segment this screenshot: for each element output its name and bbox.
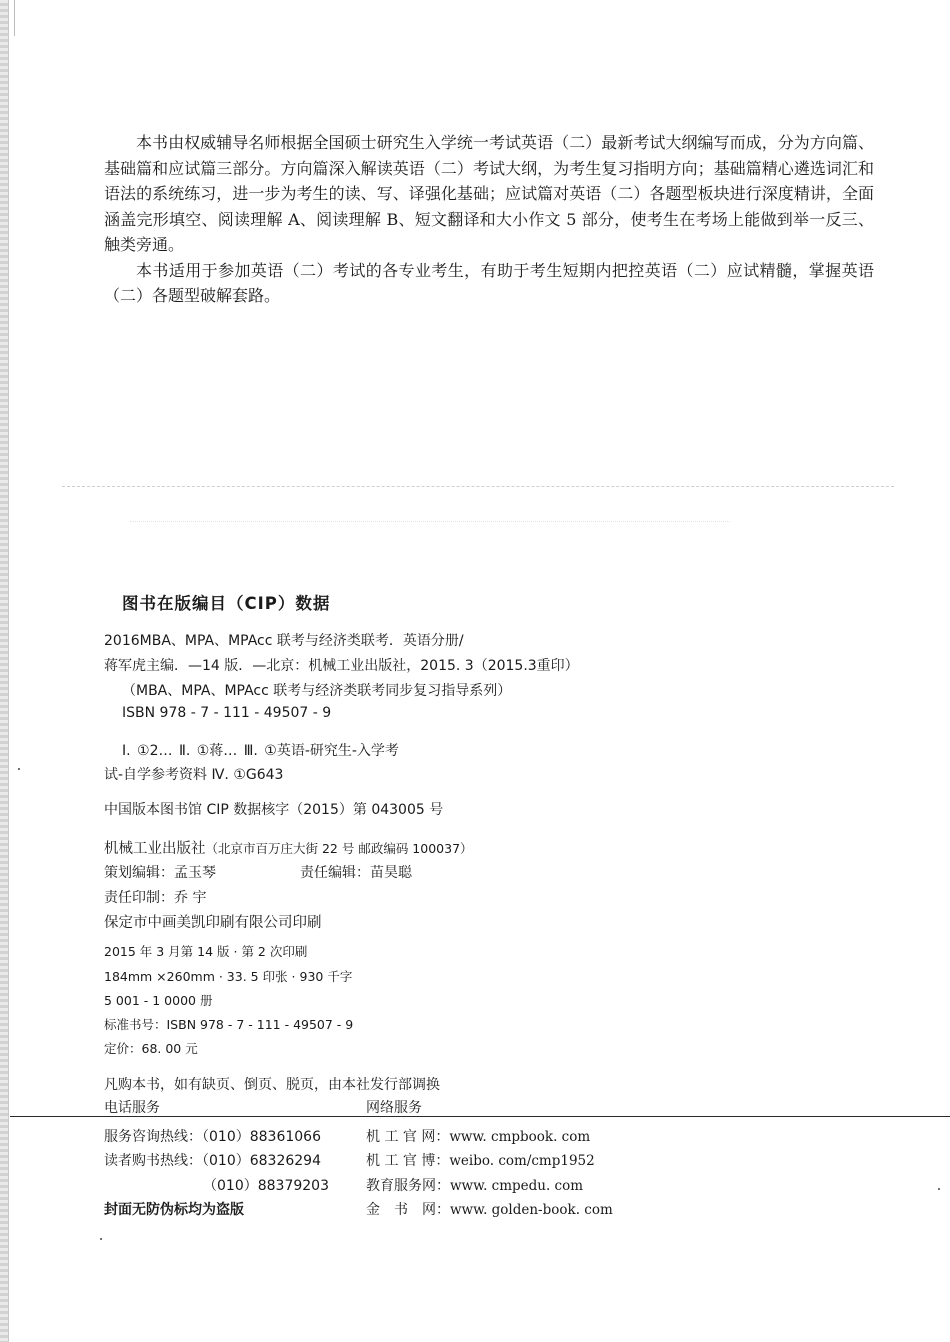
cip-classification-2: 试-自学参考资料 Ⅳ. ①G643: [104, 767, 284, 783]
cip-series-line: （MBA、MPA、MPAcc 联考与经济类联考同步复习指导系列）: [122, 683, 512, 699]
web-label: 金 书 网：: [366, 1202, 450, 1218]
web-row: [366, 1199, 613, 1219]
web-url: weibo. com/cmp1952: [449, 1153, 595, 1169]
standard-book-number: 标准书号：ISBN 978 - 7 - 111 - 49507 - 9: [104, 1017, 354, 1032]
publisher-line: [104, 837, 473, 858]
cip-title-line: 2016MBA、MPA、MPAcc 联考与经济类联考．英语分册/: [104, 633, 464, 649]
cip-classification-1: Ⅰ. ①2… Ⅱ. ①蒋… Ⅲ. ①英语-研究生-入学考: [122, 743, 399, 759]
web-row: [366, 1150, 595, 1170]
web-label: 机 工 官 网：: [366, 1129, 450, 1145]
phone-label: 服务咨询热线：: [104, 1129, 202, 1145]
phone-row: [104, 1126, 321, 1146]
scan-speck: [18, 768, 20, 770]
scan-speck: [100, 1238, 102, 1240]
responsible-editor: 责任编辑：苗昊聪: [300, 865, 412, 881]
scan-separator: [62, 486, 894, 487]
phone-number: （010）68326294: [202, 1153, 321, 1169]
web-label: 教育服务网：: [366, 1178, 450, 1194]
web-label: 机 工 官 博：: [366, 1153, 450, 1169]
scan-speck: [938, 1188, 940, 1190]
cip-editor-line: 蒋军虎主编．—14 版．—北京：机械工业出版社，2015. 3（2015.3重印）: [104, 658, 579, 674]
web-url: www. cmpedu. com: [450, 1178, 584, 1194]
price: 定价：68. 00 元: [104, 1041, 198, 1056]
planning-editor: 策划编辑：孟玉琴: [104, 865, 216, 881]
print-run: 5 001 - 1 0000 册: [104, 993, 213, 1008]
scan-mark: [14, 0, 15, 36]
book-introduction: [104, 130, 874, 309]
web-url: www. golden-book. com: [450, 1202, 613, 1218]
print-editor: 责任印制：乔 宇: [104, 890, 207, 906]
web-row: [366, 1175, 583, 1195]
phone-label: 读者购书热线：: [104, 1153, 202, 1169]
publisher-address: （北京市百万庄大街 22 号 邮政编码 100037）: [205, 841, 473, 856]
replacement-notice: 凡购本书，如有缺页、倒页、脱页，由本社发行部调换: [104, 1077, 440, 1093]
phone-row: [104, 1150, 321, 1170]
intro-paragraph-2: 本书适用于参加英语（二）考试的各专业考生，有助于考生短期内把控英语（二）应试精髓，掌握英语（二）各题型破解套路。: [104, 260, 874, 305]
phone-number: （010）88379203: [203, 1178, 329, 1194]
web-service-header: 网络服务: [366, 1100, 422, 1116]
phone-number: （010）88361066: [202, 1129, 321, 1145]
phone-row: [203, 1175, 329, 1195]
anti-piracy-notice: 封面无防伪标均为盗版: [104, 1202, 244, 1218]
scan-left-edge: [0, 0, 9, 1342]
scan-separator-faint: [130, 521, 730, 522]
web-row: [366, 1126, 590, 1146]
cip-isbn: ISBN 978 - 7 - 111 - 49507 - 9: [122, 705, 332, 721]
format-info: 184mm ×260mm · 33. 5 印张 · 930 千字: [104, 969, 353, 984]
web-url: www. cmpbook. com: [449, 1129, 591, 1145]
phone-service-header: 电话服务: [104, 1100, 160, 1116]
publisher-name: 机械工业出版社: [104, 841, 206, 857]
cip-title: 图书在版编目（CIP）数据: [122, 594, 331, 613]
edition-info: 2015 年 3 月第 14 版 · 第 2 次印刷: [104, 944, 308, 959]
intro-paragraph-1: 本书由权威辅导名师根据全国硕士研究生入学统一考试英语（二）最新考试大纲编写而成，分为方向篇、基础篇和应试篇三部分。方向篇深入解读英语（二）考试大纲，为考生复习指明方向；基础篇精心遴选词汇和语法的系统练习，进一步为考生的读、写、译强化基础；应试篇对英语（二）各题型板块进行深度精讲，全面涵盖完形填空、阅读理解 A、阅读理解 B、短文翻译和大小作文 5 部分，使考生在考场上能做到举一反三、触类旁通。: [104, 133, 874, 254]
cip-data-number: 中国版本图书馆 CIP 数据核字（2015）第 043005 号: [104, 802, 444, 818]
service-divider: [10, 1116, 950, 1117]
printer: 保定市中画美凯印刷有限公司印刷: [104, 915, 322, 931]
